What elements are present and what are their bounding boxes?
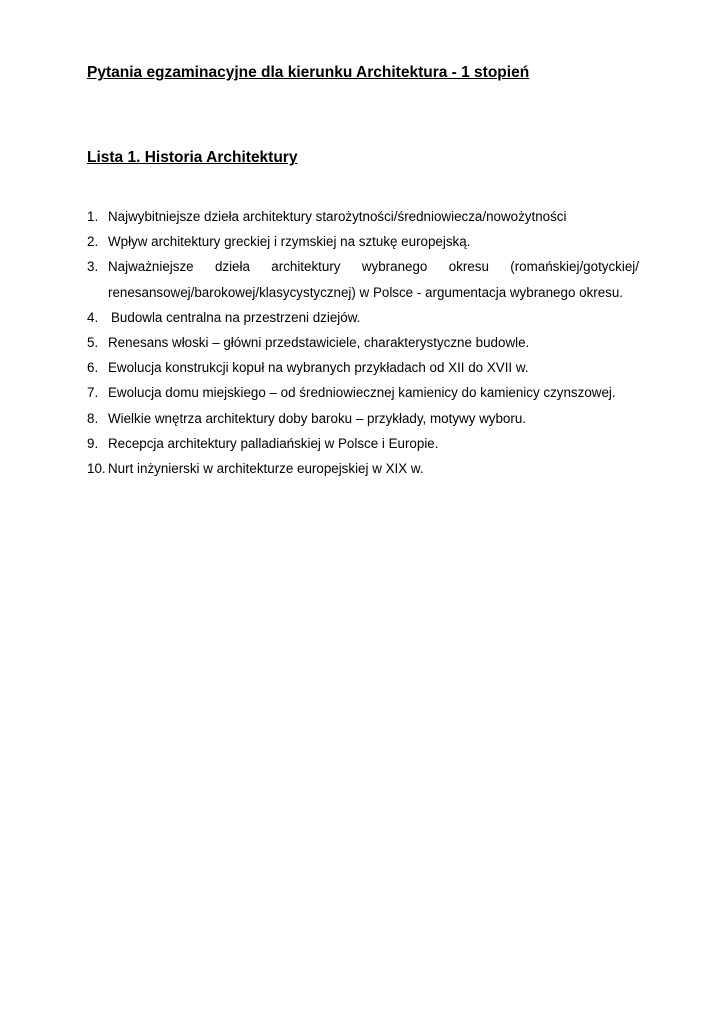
list-item-text: Najwybitniejsze dzieła architektury starożytności/średniowiecza/nowożytności (108, 209, 567, 224)
list-item (87, 254, 639, 304)
list-item (87, 305, 639, 330)
list-item (87, 355, 639, 380)
list-item-text: Renesans włoski – główni przedstawiciele, charakterystyczne budowle. (108, 335, 530, 351)
list-item-number: 8. (87, 410, 99, 426)
list-item-text: Ewolucja domu miejskiego – od średniowiecznej kamienicy do kamienicy czynszowej. (108, 385, 616, 401)
list-item-number: 10. (87, 461, 106, 477)
list-item-number: 2. (87, 234, 99, 250)
section-title: Lista 1. Historia Architektury (87, 149, 298, 166)
list-item-text: Nurt inżynierski w architekturze europejskiej w XIX w. (108, 461, 424, 477)
list-item (87, 330, 639, 355)
page-title: Pytania egzaminacyjne dla kierunku Architektura - 1 stopień (87, 64, 530, 81)
question-list (87, 204, 639, 481)
list-item (87, 380, 639, 405)
list-item-text: Wielkie wnętrza architektury doby baroku – przykłady, motywy wyboru. (108, 410, 526, 426)
list-item-text: Najważniejsze dzieła architektury wybranego okresu (romańskiej/gotyckiej/ renesansowej/barokowej/klasycystycznej) w Polsce - argumentacja wybranego okresu. (108, 259, 639, 300)
list-item-text: Recepcja architektury palladiańskiej w Polsce i Europie. (108, 435, 439, 451)
list-item-number: 7. (87, 385, 99, 401)
list-item (87, 204, 639, 229)
list-item-number: 6. (87, 360, 99, 376)
list-item-number: 3. (87, 259, 99, 275)
list-item (87, 406, 639, 431)
list-item-number: 1. (87, 209, 99, 224)
list-item (87, 456, 639, 481)
list-item (87, 431, 639, 456)
list-item-number: 9. (87, 435, 99, 451)
list-item (87, 229, 639, 254)
list-item-number: 5. (87, 335, 99, 351)
list-item-number: 4. (87, 309, 99, 325)
list-item-text: Ewolucja konstrukcji kopuł na wybranych przykładach od XII do XVII w. (108, 360, 529, 376)
list-item-text: Budowla centralna na przestrzeni dziejów. (111, 309, 361, 325)
list-item-text: Wpływ architektury greckiej i rzymskiej na sztukę europejską. (108, 234, 471, 250)
